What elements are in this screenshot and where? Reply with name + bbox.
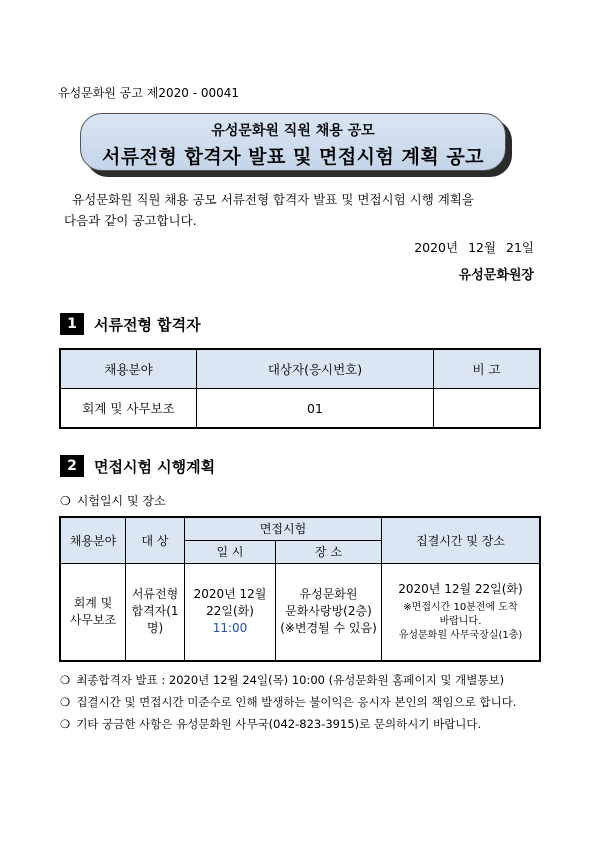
schedule-subtitle — [60, 492, 166, 509]
header-remarks: 비 고 — [434, 349, 541, 389]
list-item: ❍ 집결시간 및 면접시간 미준수로 인해 발생하는 불이익은 응시자 본인의 책임으로 합니다. — [60, 691, 560, 713]
cell-remarks — [434, 389, 541, 429]
bullet-circle-icon: ❍ — [60, 695, 71, 709]
cell-datetime: 2020년 12월 22일(화) 11:00 — [185, 563, 276, 661]
bullet-circle-icon: ❍ — [60, 494, 71, 508]
title-banner — [80, 113, 506, 171]
section-2-heading — [60, 455, 215, 477]
intro-line-2: 다음과 같이 공고합니다. — [64, 213, 197, 228]
cell-gather: 2020년 12월 22일(화) ※면접시간 10분전에 도착 바랍니다. 유성문화원 사무국장실(1층) — [382, 563, 541, 661]
cell-field: 회계 및 사무보조 — [60, 389, 197, 429]
section-1-number: 1 — [60, 313, 84, 335]
notice-date: 2020년 12월 21일 — [414, 240, 534, 255]
table-row — [60, 563, 540, 661]
cell-field: 회계 및 사무보조 — [60, 563, 126, 661]
header-place: 장 소 — [276, 540, 382, 563]
table-header-row — [60, 349, 540, 389]
header-interview: 면접시험 — [185, 517, 382, 540]
document-pass-table — [59, 348, 541, 429]
section-2-number: 2 — [60, 455, 84, 477]
schedule-subtitle-text: 시험일시 및 장소 — [76, 494, 166, 508]
intro-line-1: 유성문화원 직원 채용 공모 서류전형 합격자 발표 및 면접시험 시행 계획을 — [72, 192, 474, 207]
section-2-title: 면접시험 시행계획 — [94, 457, 216, 476]
header-target: 대 상 — [126, 517, 185, 563]
list-item: ❍ 기타 궁금한 사항은 유성문화원 사무국(042-823-3915)로 문의하시기 바랍니다. — [60, 713, 560, 735]
cell-place: 유성문화원 문화사랑방(2층) (※변경될 수 있음) — [276, 563, 382, 661]
header-field: 채용분야 — [60, 517, 126, 563]
signature: 유성문화원장 — [458, 268, 534, 283]
cell-applicant: 01 — [197, 389, 434, 429]
header-applicant: 대상자(응시번호) — [197, 349, 434, 389]
intro-paragraph — [64, 189, 542, 231]
table-row — [60, 389, 540, 429]
interview-time: 11:00 — [212, 621, 248, 636]
list-item: ❍ 최종합격자 발표 : 2020년 12월 24일(목) 10:00 (유성문화원 홈페이지 및 개별통보) — [60, 669, 560, 691]
banner-title: 서류전형 합격자 발표 및 면접시험 계획 공고 — [101, 146, 485, 168]
banner-subtitle: 유성문화원 직원 채용 공모 — [211, 123, 375, 139]
header-datetime: 일 시 — [185, 540, 276, 563]
bullet-circle-icon: ❍ — [60, 717, 71, 731]
header-gather: 집결시간 및 장소 — [382, 517, 541, 563]
cell-target: 서류전형 합격자(1명) — [126, 563, 185, 661]
notes-list — [60, 669, 560, 735]
section-1-heading — [60, 313, 201, 335]
notice-number: 유성문화원 공고 제2020 - 00041 — [58, 86, 240, 100]
bullet-circle-icon: ❍ — [60, 673, 71, 687]
header-field: 채용분야 — [60, 349, 197, 389]
section-1-title: 서류전형 합격자 — [94, 315, 201, 334]
interview-schedule-table — [59, 516, 541, 662]
